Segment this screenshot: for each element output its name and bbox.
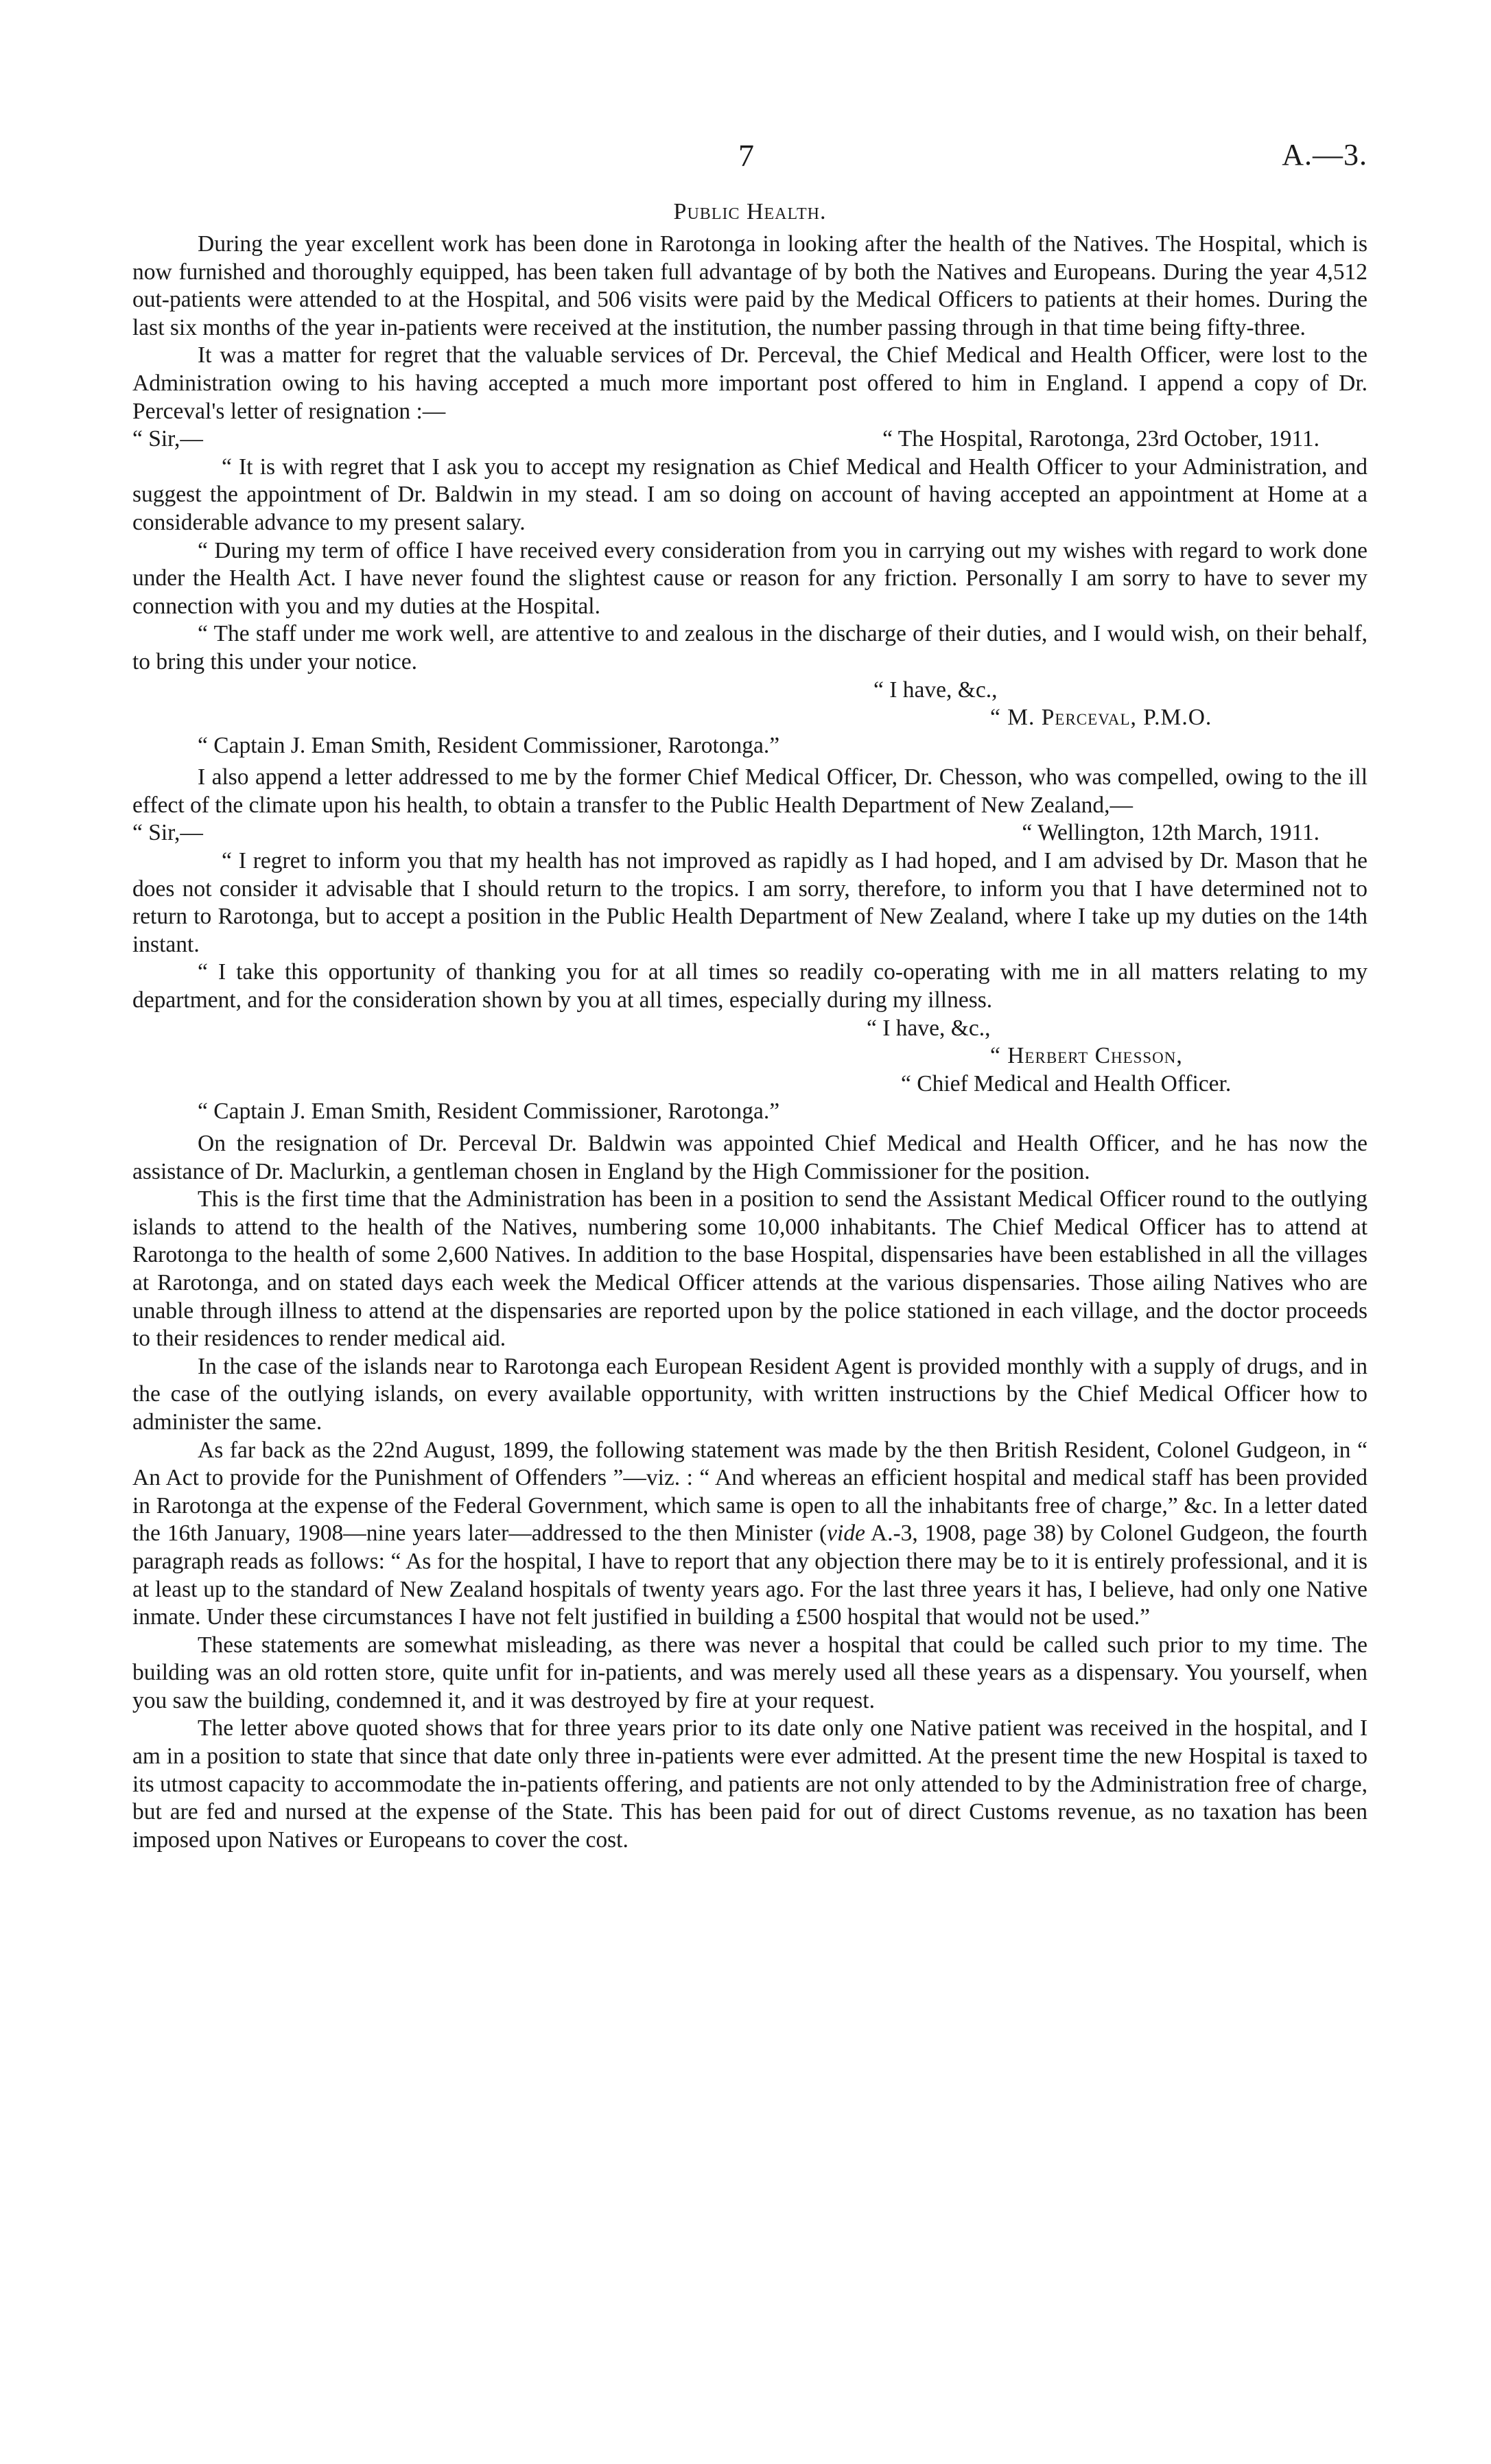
letter-signature: “ M. Perceval, P.M.O. [990,705,1212,731]
paragraph: It was a matter for regret that the valuable services of Dr. Perceval, the Chief Medical and Health Officer, were lost to the Administration owing to his having accepted a much more important post offered to him in England. I append a copy of Dr. Perceval's letter of resignation :— [132,342,1367,424]
letter-addressee: “ Captain J. Eman Smith, Resident Commissioner, Rarotonga.” [198,732,780,758]
body-text [132,231,1367,1854]
page-header [132,124,1367,185]
paragraph-text: A.-3, 1908, page 38) by Colonel Gudgeon, the fourth paragraph reads as follows: “ As for the hospital, I have to report that any objection there may be to it is entirely professional, and it is at least up to the standard of New Zealand hospitals of twenty years ago. For the last three years it has, I believe, had only one Native inmate. Under these circumstances I have not felt justified in building a £500 hospital that would not be used.” [132,1521,1368,1630]
paragraph: This is the first time that the Administration has been in a position to send the Assistant Medical Officer round to the outlying islands to attend to the health of the Natives, numbering some 10,000 inhabitants. The Chief Medical Officer has to attend at Rarotonga to the health of some 2,600 Natives. In addition to the base Hospital, dispensaries have been established in all the villages at Rarotonga, and on stated days each week the Medical Officer attends at the various dispensaries. Those ailing Natives who are unable through illness to attend at the dispensaries are reported upon by the police stationed in each village, and the doctor proceeds to their residences to render medical aid. [132,1186,1367,1352]
paragraph: In the case of the islands near to Rarotonga each European Resident Agent is provided monthly with a supply of drugs, and in the case of the outlying islands, on every available opportunity, with written instructions by the Chief Medical Officer how to administer the same. [132,1353,1367,1435]
letter-heading [132,819,1367,847]
letter-paragraph: “ The staff under me work well, are attentive to and zealous in the discharge of their duties, and I would wish, on their behalf, to bring this under your notice. [132,621,1367,674]
letter-heading [132,425,1367,454]
paragraph: The letter above quoted shows that for three years prior to its date only one Native patient was received in the hospital, and I am in a position to state that since that date only three in-patients were ever admitted. At the present time the new Hospital is taxed to its utmost capacity to accommodate the in-patients offering, and patients are not only attended to by the Administration free of charge, but are fed and nursed at the expense of the State. This has been paid for out of direct Customs revenue, as no taxation has been imposed upon Natives or Europeans to cover the cost. [132,1715,1367,1853]
paragraph: These statements are somewhat misleading, as there was never a hospital that could be called such prior to my time. The building was an old rotten store, quite unfit for in-patients, and was merely used all these years as a dispensary. You yourself, when you saw the building, condemned it, and it was destroyed by fire at your request. [132,1632,1367,1713]
letter-paragraph: “ I regret to inform you that my health has not improved as rapidly as I had hoped, and I am advised by Dr. Mason that he does not consider it advisable that I should return to the tropics. I am sorry, therefore, to inform you that I have determined not to return to Rarotonga, but to accept a position in the Public Health Department of New Zealand, where I take up my duties on the 14th instant. [132,848,1367,957]
section-title: Public Health. [673,199,827,224]
letter-closing: “ I have, &c., [867,1015,991,1041]
letter-paragraph: “ During my term of office I have received every consideration from you in carrying out my wishes with regard to work done under the Health Act. I have never found the slightest cause or reason for any friction. Personally I am sorry to have to sever my connection with you and my duties at the Hospital. [132,537,1367,619]
italic-text: vide [827,1521,865,1547]
letter-address: “ The Hospital, Rarotonga, 23rd October, 1911. [882,426,1319,452]
letter-address: “ Wellington, 12th March, 1911. [1022,820,1319,846]
paragraph [132,1437,1367,1632]
letter-signature-title: “ Chief Medical and Health Officer. [901,1070,1232,1096]
letter-paragraph: “ I take this opportunity of thanking you for at all times so readily co-operating with me in all matters relating to my department, and for the consideration shown by you at all times, especially during my illness. [132,959,1367,1013]
page-number: 7 [738,138,754,173]
paragraph: On the resignation of Dr. Perceval Dr. Baldwin was appointed Chief Medical and Health Officer, and he has now the assistance of Dr. Maclurkin, a gentleman chosen in England by the High Commissioner for the position. [132,1131,1367,1184]
letter-signature: “ Herbert Chesson, [990,1043,1183,1069]
letter-closing: “ I have, &c., [873,677,998,703]
page-content [132,124,1367,1854]
paragraph: During the year excellent work has been done in Rarotonga in looking after the health of the Natives. The Hospital, which is now furnished and thoroughly equipped, has been taken full advantage of by both the Natives and Europeans. During the year 4,512 out-patients were attended to at the Hospital, and 506 visits were paid by the Medical Officers to patients at their homes. During the last six months of the year in-patients were received at the institution, the number passing through in that time being fifty-three. [132,231,1367,340]
document-reference: A.—3. [1282,138,1367,172]
letter-salutation: “ Sir,— [132,820,203,846]
paragraph-text: As far back as the 22nd August, 1899, the following statement was made by the then British Resident, Colonel Gudgeon, in “ An Act to provide for the Punishment of Offenders ”—viz. : “ And whereas an efficient hospital and medical staff has been provided in Rarotonga at the expense of the Federal Government, which same is open to all the inhabitants free of charge,” &c. In a letter dated the 16th January, 1908—nine years later—addressed to the then Minister ( [132,1437,1367,1547]
letter-paragraph: “ It is with regret that I ask you to accept my resignation as Chief Medical and Health Officer to your Administration, and suggest the appointment of Dr. Baldwin in my stead. I am so doing on account of having accepted an appointment at Home at a considerable advance to my present salary. [132,454,1367,535]
letter-addressee: “ Captain J. Eman Smith, Resident Commissioner, Rarotonga.” [198,1099,780,1125]
paragraph: I also append a letter addressed to me by the former Chief Medical Officer, Dr. Chesson, who was compelled, owing to the ill effect of the climate upon his health, to obtain a transfer to the Public Health Department of New Zealand,— [132,764,1367,818]
letter-salutation: “ Sir,— [132,426,203,452]
